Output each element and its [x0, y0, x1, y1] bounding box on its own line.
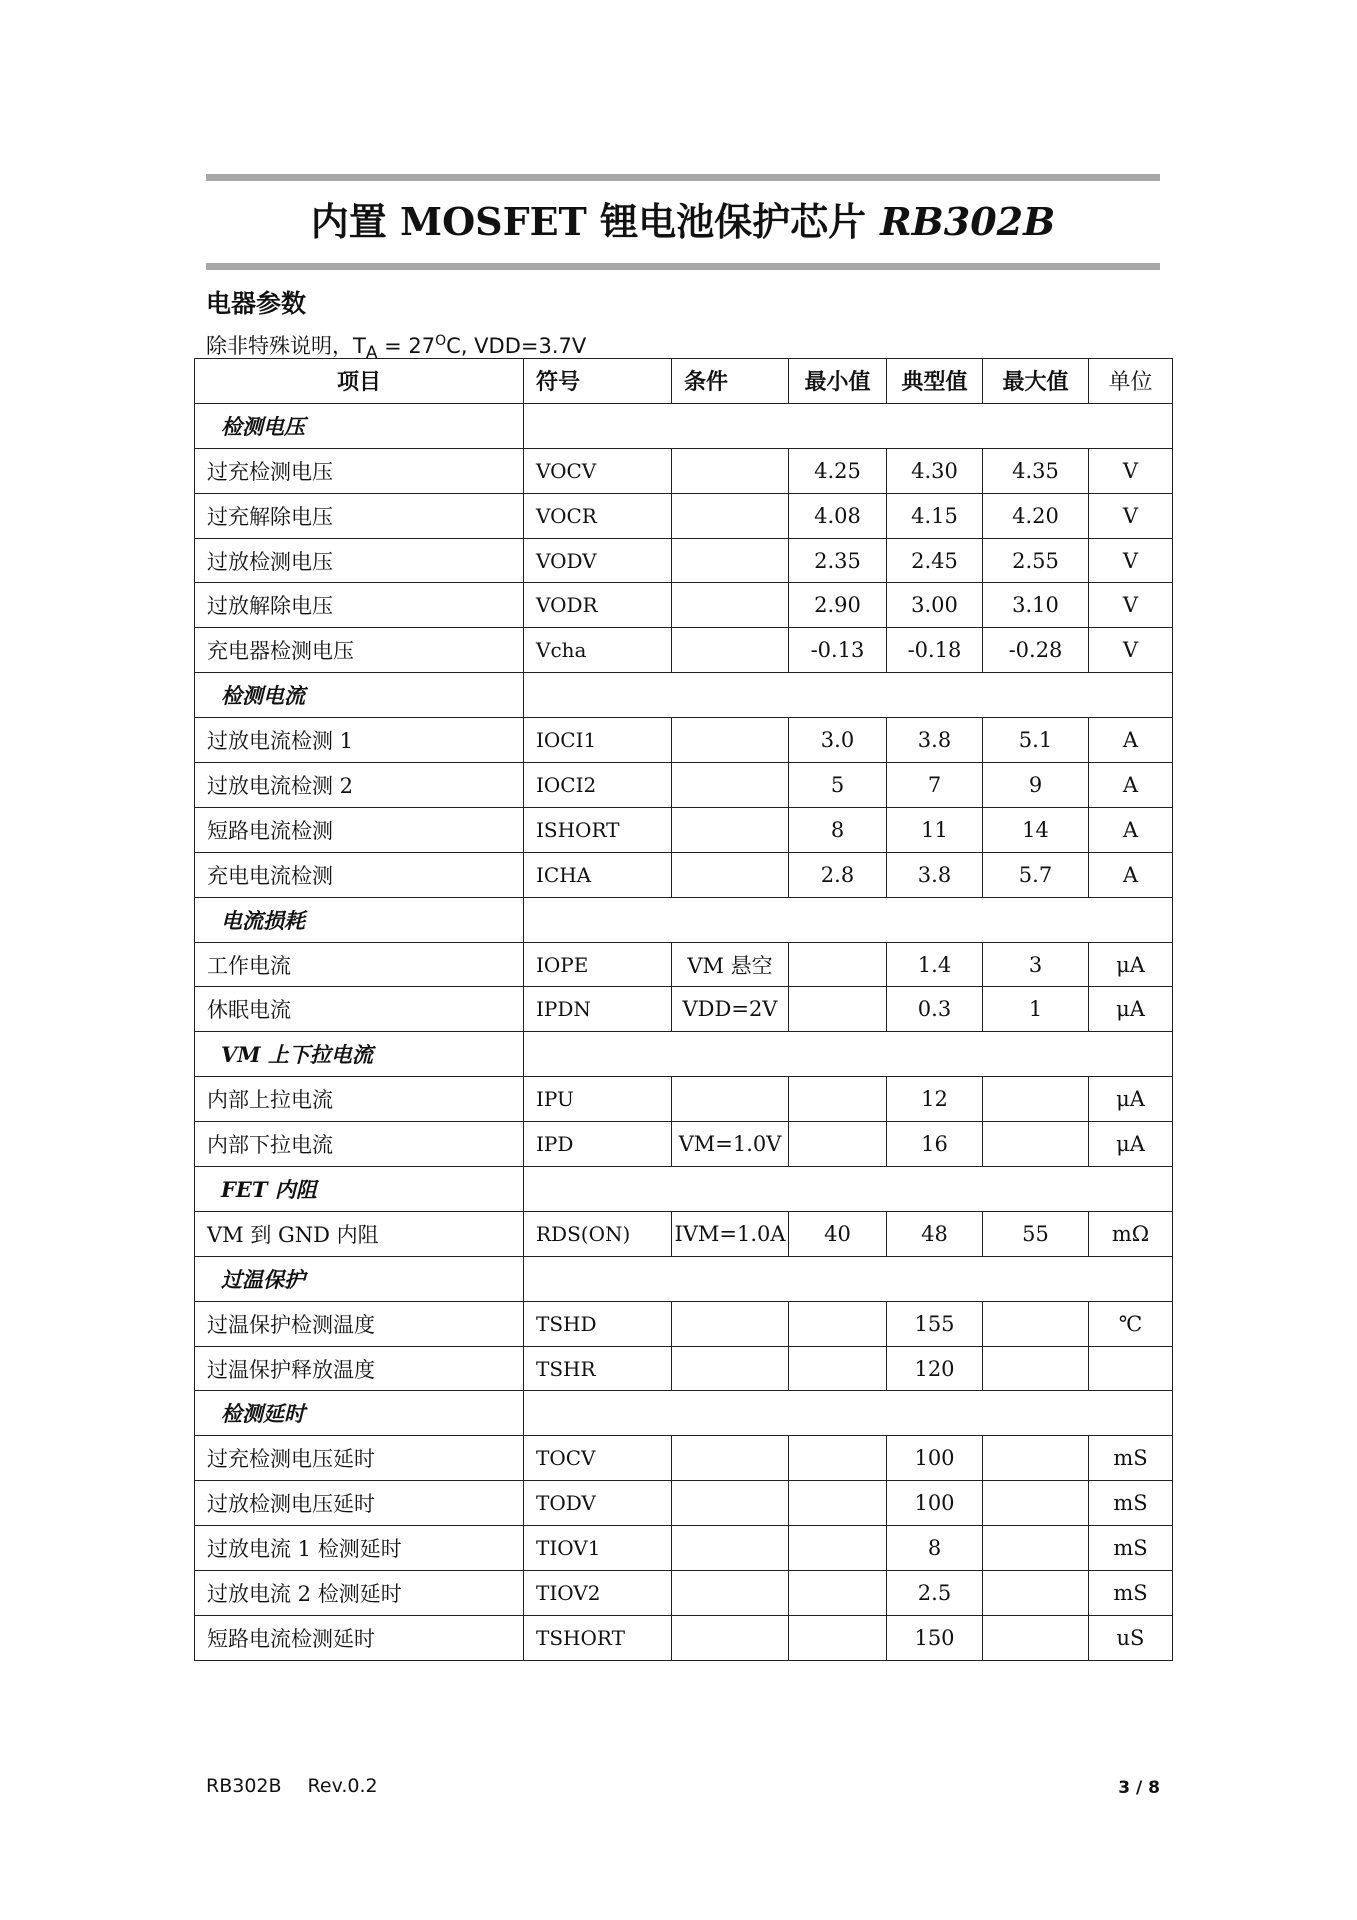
unit-cell: A: [1089, 763, 1173, 808]
table-row: [195, 493, 1173, 538]
condition-cell: [672, 1301, 789, 1346]
table-row: [195, 987, 1173, 1032]
title-model: RB302B: [880, 199, 1056, 244]
param-name-cell: 过充检测电压: [195, 448, 524, 493]
typ-value-cell: 3.8: [887, 718, 983, 763]
symbol-cell: IOPE: [524, 942, 672, 987]
symbol-cell: IOCI1: [524, 718, 672, 763]
max-value-cell: 55: [983, 1211, 1089, 1256]
typ-value-cell: 2.5: [887, 1571, 983, 1616]
param-name-cell: 短路电流检测延时: [195, 1615, 524, 1660]
table-row: [195, 583, 1173, 628]
min-value-cell: -0.13: [789, 628, 887, 673]
group-spacer: [524, 1256, 1173, 1301]
symbol-cell: ICHA: [524, 852, 672, 897]
unit-cell: μA: [1089, 1077, 1173, 1122]
min-value-cell: 2.90: [789, 583, 887, 628]
header-condition: 条件: [672, 359, 789, 404]
symbol-cell: IPD: [524, 1122, 672, 1167]
min-value-cell: [789, 1526, 887, 1571]
condition-cell: [672, 763, 789, 808]
max-value-cell: [983, 1346, 1089, 1391]
max-value-cell: 3: [983, 942, 1089, 987]
group-spacer: [524, 1167, 1173, 1212]
header-symbol: 符号: [524, 359, 672, 404]
condition-cell: [672, 628, 789, 673]
unit-cell: A: [1089, 807, 1173, 852]
min-value-cell: [789, 1571, 887, 1616]
typ-value-cell: 100: [887, 1481, 983, 1526]
param-name-cell: 过充检测电压延时: [195, 1436, 524, 1481]
table-row: [195, 1077, 1173, 1122]
table-row: [195, 1436, 1173, 1481]
unit-cell: V: [1089, 583, 1173, 628]
table-row: [195, 538, 1173, 583]
typ-value-cell: 1.4: [887, 942, 983, 987]
max-value-cell: 3.10: [983, 583, 1089, 628]
table-row: [195, 628, 1173, 673]
max-value-cell: [983, 1571, 1089, 1616]
condition-cell: [672, 1571, 789, 1616]
param-name-cell: 过放解除电压: [195, 583, 524, 628]
condition-cell: [672, 1436, 789, 1481]
max-value-cell: [983, 1615, 1089, 1660]
unit-cell: μA: [1089, 942, 1173, 987]
footer-rev: Rev.0.2: [307, 1775, 378, 1797]
table-row: [195, 1301, 1173, 1346]
group-spacer: [524, 1391, 1173, 1436]
table-row: [195, 448, 1173, 493]
condition-cell: VM=1.0V: [672, 1122, 789, 1167]
typ-value-cell: 4.30: [887, 448, 983, 493]
param-name-cell: 内部上拉电流: [195, 1077, 524, 1122]
table-row: [195, 1481, 1173, 1526]
group-row: [195, 403, 1173, 448]
group-row: [195, 673, 1173, 718]
min-value-cell: [789, 1122, 887, 1167]
bottom-rule: [206, 263, 1160, 270]
condition-cell: [672, 448, 789, 493]
table-row: [195, 763, 1173, 808]
min-value-cell: [789, 987, 887, 1032]
param-name-cell: 过放检测电压: [195, 538, 524, 583]
table-row: [195, 852, 1173, 897]
group-label: 检测延时: [195, 1391, 524, 1436]
max-value-cell: 4.35: [983, 448, 1089, 493]
param-name-cell: 过充解除电压: [195, 493, 524, 538]
param-name-cell: 充电电流检测: [195, 852, 524, 897]
symbol-cell: IPU: [524, 1077, 672, 1122]
symbol-cell: VOCV: [524, 448, 672, 493]
symbol-cell: TIOV2: [524, 1571, 672, 1616]
param-name-cell: 休眠电流: [195, 987, 524, 1032]
condition-cell: [672, 718, 789, 763]
group-row: [195, 1391, 1173, 1436]
max-value-cell: 9: [983, 763, 1089, 808]
min-value-cell: [789, 1481, 887, 1526]
group-label: 检测电压: [195, 403, 524, 448]
condition-cell: [672, 852, 789, 897]
min-value-cell: 2.35: [789, 538, 887, 583]
typ-value-cell: 0.3: [887, 987, 983, 1032]
unit-cell: mS: [1089, 1526, 1173, 1571]
condition-mid: = 27: [377, 334, 436, 358]
typ-value-cell: 12: [887, 1077, 983, 1122]
table-row: [195, 1346, 1173, 1391]
min-value-cell: [789, 1077, 887, 1122]
max-value-cell: -0.28: [983, 628, 1089, 673]
group-label: 电流损耗: [195, 897, 524, 942]
param-name-cell: 过放电流 1 检测延时: [195, 1526, 524, 1571]
condition-cell: [672, 583, 789, 628]
typ-value-cell: 4.15: [887, 493, 983, 538]
table-row: [195, 1571, 1173, 1616]
typ-value-cell: 100: [887, 1436, 983, 1481]
min-value-cell: [789, 1346, 887, 1391]
unit-cell: mS: [1089, 1436, 1173, 1481]
header-max-value: 最大值: [983, 359, 1089, 404]
symbol-cell: RDS(ON): [524, 1211, 672, 1256]
param-name-cell: 过放电流 2 检测延时: [195, 1571, 524, 1616]
typ-value-cell: 120: [887, 1346, 983, 1391]
condition-cell: [672, 1346, 789, 1391]
typ-value-cell: 11: [887, 807, 983, 852]
unit-cell: [1089, 1346, 1173, 1391]
group-label: FET 内阻: [195, 1167, 524, 1212]
symbol-cell: IOCI2: [524, 763, 672, 808]
unit-cell: V: [1089, 538, 1173, 583]
condition-suffix: C, VDD=3.7V: [446, 334, 587, 358]
header-typ-value: 典型值: [887, 359, 983, 404]
symbol-cell: TSHD: [524, 1301, 672, 1346]
test-condition: [206, 324, 587, 363]
unit-cell: μA: [1089, 1122, 1173, 1167]
condition-cell: VM 悬空: [672, 942, 789, 987]
symbol-cell: ISHORT: [524, 807, 672, 852]
min-value-cell: [789, 1436, 887, 1481]
param-name-cell: 过温保护释放温度: [195, 1346, 524, 1391]
condition-cell: [672, 1526, 789, 1571]
table-row: [195, 718, 1173, 763]
electrical-parameters-table: [194, 358, 1173, 1661]
condition-cell: [672, 1481, 789, 1526]
min-value-cell: 2.8: [789, 852, 887, 897]
max-value-cell: [983, 1481, 1089, 1526]
typ-value-cell: 8: [887, 1526, 983, 1571]
param-name-cell: 过温保护检测温度: [195, 1301, 524, 1346]
param-name-cell: 充电器检测电压: [195, 628, 524, 673]
condition-cell: IVM=1.0A: [672, 1211, 789, 1256]
param-name-cell: 内部下拉电流: [195, 1122, 524, 1167]
unit-cell: ℃: [1089, 1301, 1173, 1346]
group-spacer: [524, 1032, 1173, 1077]
param-name-cell: 过放电流检测 2: [195, 763, 524, 808]
unit-cell: mΩ: [1089, 1211, 1173, 1256]
group-row: [195, 1032, 1173, 1077]
condition-cell: VDD=2V: [672, 987, 789, 1032]
typ-value-cell: 150: [887, 1615, 983, 1660]
table-row: [195, 1615, 1173, 1660]
symbol-cell: TIOV1: [524, 1526, 672, 1571]
header-param-name: 项目: [195, 359, 524, 404]
table-row: [195, 1122, 1173, 1167]
max-value-cell: [983, 1436, 1089, 1481]
typ-value-cell: 2.45: [887, 538, 983, 583]
condition-subscript: A: [365, 343, 378, 363]
typ-value-cell: 7: [887, 763, 983, 808]
table-row: [195, 942, 1173, 987]
condition-cell: [672, 807, 789, 852]
max-value-cell: 4.20: [983, 493, 1089, 538]
group-row: [195, 1256, 1173, 1301]
title-main: 内置 MOSFET 锂电池保护芯片: [310, 199, 867, 244]
min-value-cell: 3.0: [789, 718, 887, 763]
unit-cell: uS: [1089, 1615, 1173, 1660]
group-label: 过温保护: [195, 1256, 524, 1301]
max-value-cell: 5.7: [983, 852, 1089, 897]
max-value-cell: 1: [983, 987, 1089, 1032]
max-value-cell: [983, 1526, 1089, 1571]
table-row: [195, 1526, 1173, 1571]
min-value-cell: 5: [789, 763, 887, 808]
unit-cell: mS: [1089, 1571, 1173, 1616]
min-value-cell: 40: [789, 1211, 887, 1256]
condition-cell: [672, 1615, 789, 1660]
max-value-cell: [983, 1301, 1089, 1346]
max-value-cell: [983, 1077, 1089, 1122]
footer-doc: RB302B: [206, 1775, 282, 1797]
max-value-cell: 2.55: [983, 538, 1089, 583]
symbol-cell: TSHR: [524, 1346, 672, 1391]
group-spacer: [524, 673, 1173, 718]
symbol-cell: TSHORT: [524, 1615, 672, 1660]
min-value-cell: 4.08: [789, 493, 887, 538]
condition-cell: [672, 538, 789, 583]
group-row: [195, 1167, 1173, 1212]
group-label: 检测电流: [195, 673, 524, 718]
min-value-cell: [789, 1615, 887, 1660]
unit-cell: V: [1089, 628, 1173, 673]
symbol-cell: TOCV: [524, 1436, 672, 1481]
symbol-cell: VODV: [524, 538, 672, 583]
min-value-cell: 4.25: [789, 448, 887, 493]
param-name-cell: 过放电流检测 1: [195, 718, 524, 763]
condition-superscript: O: [435, 333, 447, 349]
min-value-cell: 8: [789, 807, 887, 852]
typ-value-cell: 48: [887, 1211, 983, 1256]
footer-doc-info: [206, 1775, 378, 1797]
condition-prefix: 除非特殊说明，T: [206, 334, 366, 358]
typ-value-cell: 3.00: [887, 583, 983, 628]
table-row: [195, 807, 1173, 852]
table-header-row: [195, 359, 1173, 404]
max-value-cell: [983, 1122, 1089, 1167]
table-row: [195, 1211, 1173, 1256]
typ-value-cell: 16: [887, 1122, 983, 1167]
symbol-cell: VODR: [524, 583, 672, 628]
param-name-cell: 过放检测电压延时: [195, 1481, 524, 1526]
param-name-cell: VM 到 GND 内阻: [195, 1211, 524, 1256]
unit-cell: A: [1089, 852, 1173, 897]
min-value-cell: [789, 1301, 887, 1346]
symbol-cell: VOCR: [524, 493, 672, 538]
unit-cell: mS: [1089, 1481, 1173, 1526]
condition-cell: [672, 493, 789, 538]
typ-value-cell: 155: [887, 1301, 983, 1346]
unit-cell: V: [1089, 493, 1173, 538]
condition-cell: [672, 1077, 789, 1122]
group-label: VM 上下拉电流: [195, 1032, 524, 1077]
header-min-value: 最小值: [789, 359, 887, 404]
unit-cell: μA: [1089, 987, 1173, 1032]
max-value-cell: 14: [983, 807, 1089, 852]
header-unit: 单位: [1089, 359, 1173, 404]
section-title: 电器参数: [206, 289, 307, 318]
symbol-cell: IPDN: [524, 987, 672, 1032]
min-value-cell: [789, 942, 887, 987]
max-value-cell: 5.1: [983, 718, 1089, 763]
group-spacer: [524, 897, 1173, 942]
param-name-cell: 短路电流检测: [195, 807, 524, 852]
group-spacer: [524, 403, 1173, 448]
symbol-cell: Vcha: [524, 628, 672, 673]
typ-value-cell: 3.8: [887, 852, 983, 897]
unit-cell: V: [1089, 448, 1173, 493]
param-name-cell: 工作电流: [195, 942, 524, 987]
unit-cell: A: [1089, 718, 1173, 763]
page-number: 3 / 8: [1118, 1778, 1160, 1798]
top-rule: [206, 174, 1160, 181]
typ-value-cell: -0.18: [887, 628, 983, 673]
group-row: [195, 897, 1173, 942]
symbol-cell: TODV: [524, 1481, 672, 1526]
page-title: [206, 192, 1160, 252]
